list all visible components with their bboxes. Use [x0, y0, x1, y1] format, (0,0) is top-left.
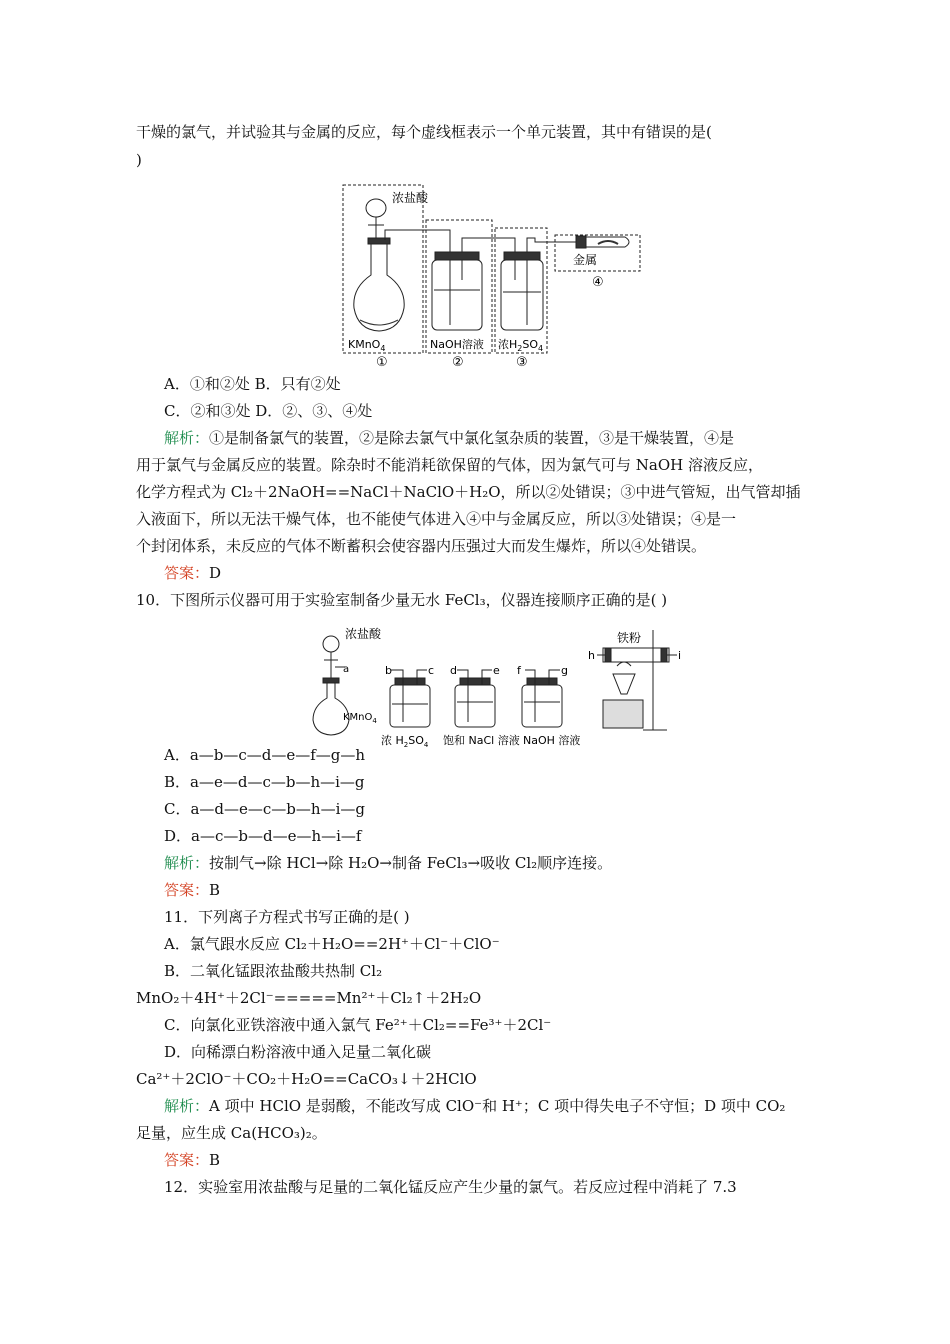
q9-stem-line2: )	[136, 151, 142, 169]
q12-stem: 12．实验室用浓盐酸与足量的二氧化锰反应产生少量的氯气。若反应过程中消耗了 7.3	[164, 1178, 737, 1196]
unit-box-3	[495, 228, 547, 353]
fig2-naoh-label: NaOH 溶液	[523, 734, 581, 747]
q11-option-d: D．向稀漂白粉溶液中通入足量二氧化碳	[164, 1043, 432, 1061]
q11-option-d-equation: Ca²⁺＋2ClO⁻＋CO₂＋H₂O==CaCO₃↓＋2HClO	[136, 1070, 477, 1088]
fig2-label-a: a	[343, 664, 350, 675]
q9-options-ab: A．①和②处 B．只有②处	[164, 375, 341, 393]
fig2-h2so4-label: 浓 $H_2SO_4$	[381, 734, 429, 749]
q11-analysis-line2: 足量，应生成 Ca(HCO₃)₂。	[136, 1124, 327, 1142]
fig2-nacl-label: 饱和 NaCl 溶液	[443, 734, 520, 747]
q11-stem: 11．下列离子方程式书写正确的是( )	[164, 908, 410, 926]
q10-apparatus-figure	[305, 622, 690, 750]
answer-label: 答案：	[164, 1151, 210, 1169]
analysis-label: 解析：	[164, 1097, 210, 1115]
q10-option-b: B．a—e—d—c—b—h—i—g	[164, 773, 365, 791]
q9-analysis-line1: 解析：①是制备氯气的装置，②是除去氯气中氯化氢杂质的装置，③是干燥装置，④是	[164, 429, 735, 447]
fig2-label-c: c	[428, 664, 435, 677]
q11-option-b: B．二氧化锰跟浓盐酸共热制 Cl₂	[164, 962, 383, 980]
q9-options-cd: C．②和③处 D．②、③、④处	[164, 402, 373, 420]
answer-label: 答案：	[164, 564, 210, 582]
q11-option-a: A．氯气跟水反应 Cl₂＋H₂O==2H⁺＋Cl⁻＋ClO⁻	[164, 935, 500, 953]
q9-answer: 答案：D	[164, 564, 222, 582]
fig1-num4: ④	[592, 275, 604, 290]
fig2-label-h: h	[588, 649, 595, 662]
answer-label: 答案：	[164, 881, 210, 899]
q9-analysis-line4: 入液面下，所以无法干燥气体，也不能使气体进入④中与金属反应，所以③处错误；④是一	[136, 510, 737, 528]
q9-stem-line1: 干燥的氯气，并试验其与金属的反应，每个虚线框表示一个单元装置，其中有错误的是(	[136, 123, 712, 141]
fig2-acid-label: 浓盐酸	[345, 627, 382, 641]
fig2-iron-label: 铁粉	[617, 631, 642, 645]
fig1-metal-label: 金属	[573, 253, 598, 267]
unit-box-1	[343, 185, 423, 353]
unit-box-4	[555, 235, 640, 271]
fig2-kmno4-label: KMnO$_4$	[343, 712, 377, 725]
q10-option-d: D．a—c—b—d—e—h—i—f	[164, 827, 362, 845]
q9-analysis-line3: 化学方程式为 Cl₂＋2NaOH==NaCl＋NaClO＋H₂O，所以②处错误；③中进气管短，出气管却插	[136, 483, 801, 501]
q9-analysis-line5: 个封闭体系，未反应的气体不断蓄积会使容器内压强过大而发生爆炸，所以④处错误。	[136, 537, 707, 555]
analysis-label: 解析：	[164, 429, 210, 447]
fig1-num3: ③	[516, 355, 528, 370]
q10-answer: 答案：B	[164, 881, 221, 899]
fig2-label-d: d	[450, 664, 457, 677]
q11-option-c: C．向氯化亚铁溶液中通入氯气 Fe²⁺＋Cl₂==Fe³⁺＋2Cl⁻	[164, 1016, 552, 1034]
q10-analysis: 解析：按制气→除 HCl→除 H₂O→制备 FeCl₃→吸收 Cl₂顺序连接。	[164, 854, 613, 872]
fig1-h2so4-label: 浓$H_2SO_4$	[498, 338, 544, 353]
fig2-label-f: f	[517, 664, 521, 677]
q9-apparatus-figure	[340, 180, 645, 370]
fig1-num2: ②	[452, 355, 464, 370]
q10-stem: 10．下图所示仪器可用于实验室制备少量无水 FeCl₃，仪器连接顺序正确的是( )	[136, 591, 668, 609]
q11-option-b-equation: MnO₂＋4H⁺＋2Cl⁻=====Mn²⁺＋Cl₂↑＋2H₂O	[136, 989, 482, 1007]
q10-option-a: A．a—b—c—d—e—f—g—h	[164, 746, 366, 764]
fig2-label-i: i	[678, 649, 682, 662]
fig2-label-e: e	[493, 664, 500, 677]
q11-answer: 答案：B	[164, 1151, 221, 1169]
fig1-naoh-label: NaOH溶液	[430, 338, 484, 351]
fig2-label-b: b	[385, 664, 392, 677]
q11-analysis-line1: 解析：A 项中 HClO 是弱酸，不能改写成 ClO⁻和 H⁺；C 项中得失电子不守恒；D 项中 CO₂	[164, 1097, 786, 1115]
fig1-acid-label: 浓盐酸	[392, 191, 429, 205]
q10-option-c: C．a—d—e—c—b—h—i—g	[164, 800, 365, 818]
q9-analysis-line2: 用于氯气与金属反应的装置。除杂时不能消耗欲保留的气体，因为氯气可与 NaOH 溶液反应，	[136, 456, 763, 474]
analysis-label: 解析：	[164, 854, 210, 872]
fig1-kmno4-label: KMnO$_4$	[348, 338, 386, 353]
fig2-label-g: g	[561, 664, 568, 677]
fig1-num1: ①	[376, 355, 388, 370]
